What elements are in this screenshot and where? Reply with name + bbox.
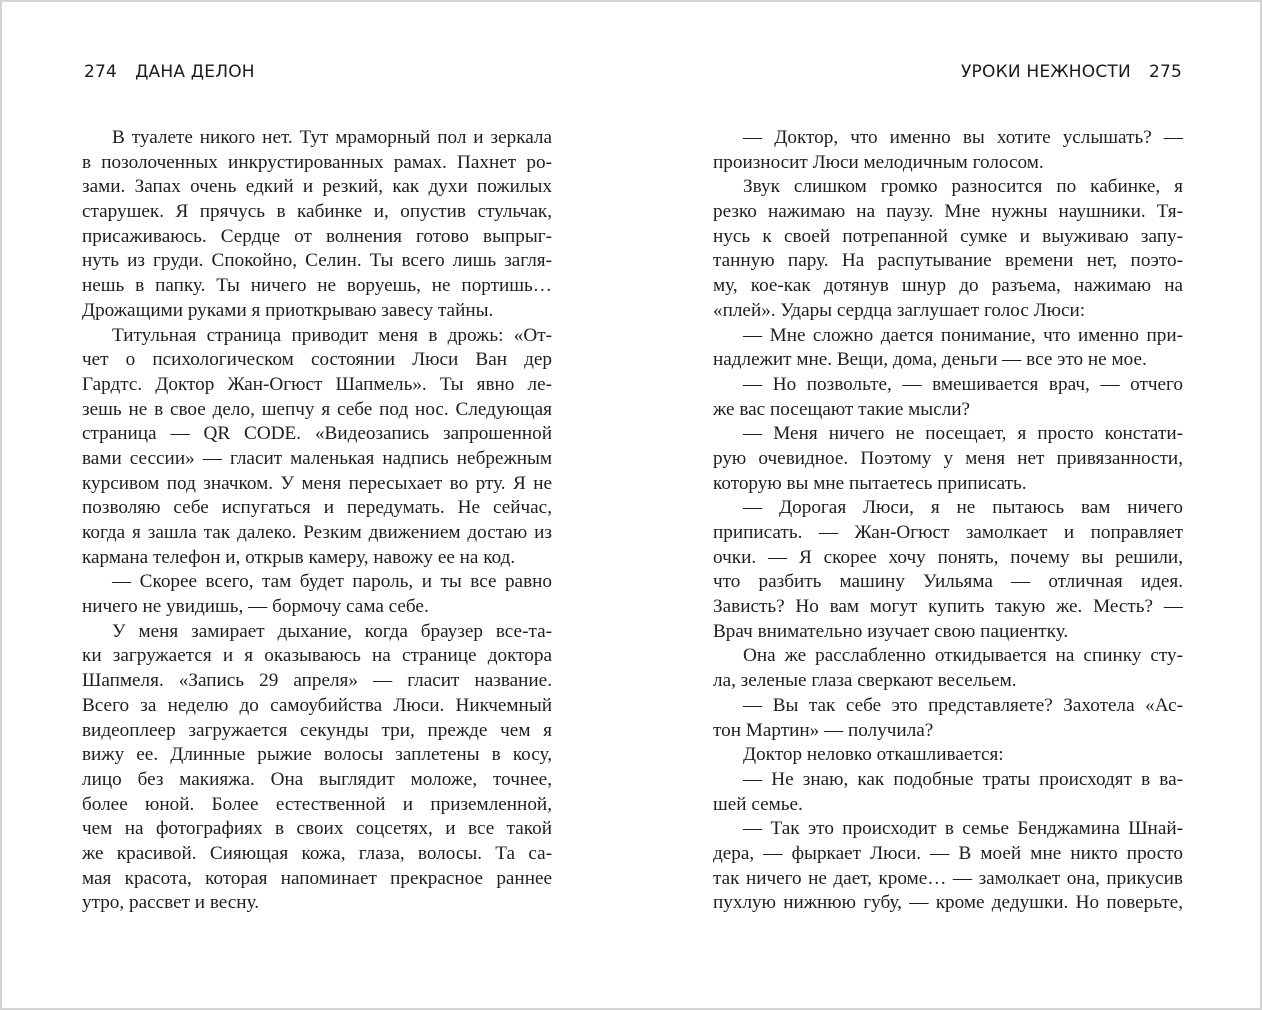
text-line: ки загружается и я оказываюсь на странице доктора: [82, 645, 552, 667]
text-line: нусь к своей потрепанной сумке и выуживаю запу-: [713, 225, 1183, 247]
text-line: страница — QR CODE. «Видеозапись запрошенной: [82, 423, 552, 445]
text-line: приписать. — Жан-Огюст замолкает и поправляет: [713, 522, 1183, 543]
text-line: Врач внимательно изучает свою пациентку.: [713, 620, 1069, 642]
text-line: В туалете никого нет. Тут мраморный пол и зеркала: [112, 127, 552, 148]
text-line: зами. Запах очень едкий и резкий, как духи пожилых: [82, 176, 552, 198]
text-line: — Не знаю, как подобные траты происходят в ва-: [743, 768, 1183, 790]
text-line: рую очевидное. Поэтому у меня нет привязанности,: [713, 447, 1183, 469]
text-line: видеоплеер загружается секунды три, прежде чем я: [82, 719, 552, 741]
text-line: Всего за неделю до самоубийства Люси. Никчемный: [82, 694, 552, 716]
text-line: У меня замирает дыхание, когда браузер все-та-: [112, 620, 552, 642]
text-line: Дрожащими руками я приоткрываю завесу тайны.: [82, 299, 494, 321]
text-line: же красивой. Сияющая кожа, глаза, волосы. Та са-: [82, 842, 552, 864]
text-line: в позолоченных инкрустированных рамах. Пахнет ро-: [82, 151, 552, 173]
text-line: надлежит мне. Вещи, дома, деньги — все это не мое.: [713, 349, 1147, 371]
text-line: чет о психологическом состоянии Люси Ван дер: [82, 349, 552, 371]
text-line: — Вы так себе это представляете? Захотела «Ас-: [743, 694, 1183, 716]
left-page: [2, 2, 633, 1012]
left-running-head-author: ДАНА ДЕЛОН: [135, 62, 255, 82]
text-line: зешь не в свое дело, шепчу я себе под нос. Следующая: [82, 398, 552, 420]
text-line: ничего не увидишь, — бормочу сама себе.: [82, 596, 429, 618]
text-line: — Доктор, что именно вы хотите услышать? —: [743, 127, 1183, 148]
text-line: что разбить машину Уильяма — отличная идея.: [713, 571, 1183, 593]
text-line: «плей». Удары сердца заглушает голос Люси:: [713, 299, 1086, 321]
text-line: Зависть? Но вам могут купить такую же. Месть? —: [713, 596, 1183, 618]
left-page-number: 274: [84, 62, 118, 82]
text-line: Шапмеля. «Запись 29 апреля» — гласит название.: [82, 670, 552, 692]
text-line: старушек. Я прячусь в кабинке и, опустив стульчак,: [82, 201, 552, 223]
text-line: вижу ее. Длинные рыжие волосы заплетены в косу,: [82, 744, 552, 766]
text-line: Она же расслабленно откидывается на спинку сту-: [743, 645, 1183, 667]
text-line: Доктор неловко откашливается:: [743, 744, 1004, 766]
text-line: — Так это происходит в семье Бенджамина Шнай-: [743, 818, 1183, 840]
text-line: ла, зеленые глаза сверкают весельем.: [713, 670, 1017, 692]
right-page-number: 275: [1148, 62, 1182, 82]
text-line: резко нажимаю на паузу. Мне нужны наушники. Тя-: [713, 201, 1183, 223]
text-line: вами сессии» — гласит маленькая надпись небрежным: [82, 447, 552, 469]
text-line: курсивом под значком. У меня пересыхает во рту. Я не: [82, 472, 552, 494]
text-line: тон Мартин» — получила?: [713, 719, 934, 741]
text-line: более юной. Более естественной и приземленной,: [82, 793, 552, 815]
text-line: пухлую нижнюю губу, — кроме дедушки. Но поверьте,: [713, 892, 1183, 914]
right-running-head-title: УРОКИ НЕЖНОСТИ: [960, 62, 1131, 82]
text-line: которую вы мне пытаетесь приписать.: [713, 472, 1027, 494]
text-line: мая красота, которая напоминает прекрасное раннее: [82, 867, 552, 889]
right-running-header: [961, 62, 1182, 82]
text-line: Звук слишком громко разносится по кабинке, я: [743, 176, 1183, 198]
right-page: [633, 2, 1262, 1012]
text-line: шей семье.: [713, 793, 803, 815]
text-line: позволяю себе испугаться и передумать. Не сейчас,: [82, 497, 552, 519]
text-line: Титульная страница приводит меня в дрожь: «От-: [112, 324, 552, 346]
left-running-header: [84, 62, 255, 82]
text-line: кармана телефон и, открыв камеру, навожу ее на код.: [82, 546, 516, 568]
text-line: — Но позвольте, — вмешивается врач, — отчего: [743, 373, 1183, 395]
text-line: когда я зашла так далеко. Резким движением достаю из: [82, 522, 552, 543]
text-line: присаживаюсь. Сердце от волнения готово выпрыг-: [82, 225, 552, 247]
text-line: дера, — фыркает Люси. — В моей мне никто просто: [713, 842, 1183, 864]
text-line: нуть из груди. Спокойно, Селин. Ты всего лишь загля-: [82, 250, 552, 272]
text-line: — Дорогая Люси, я не пытаюсь вам ничего: [743, 497, 1183, 519]
text-line: утро, рассвет и весну.: [82, 892, 260, 914]
text-line: — Меня ничего не посещает, я просто констати-: [743, 423, 1183, 445]
text-line: нешь в папку. Ты ничего не воруешь, не портишь…: [82, 275, 552, 297]
text-line: лицо без макияжа. Она выглядит моложе, точнее,: [82, 768, 552, 790]
text-line: произносит Люси мелодичным голосом.: [713, 151, 1044, 173]
text-line: так ничего не дает, кроме… — замолкает она, прикусив: [713, 867, 1183, 889]
text-line: чем на фотографиях в своих соцсетях, и все такой: [82, 818, 552, 840]
left-page-body-text: [82, 126, 552, 916]
text-line: му, кое-как дотянув шнур до разъема, нажимаю на: [713, 275, 1183, 297]
right-page-body-text: [713, 126, 1183, 916]
text-line: очки. — Я скорее хочу понять, почему вы решили,: [713, 546, 1183, 568]
text-line: — Мне сложно дается понимание, что именно при-: [743, 324, 1183, 346]
text-line: Гардтс. Доктор Жан-Огюст Шапмель». Ты явно ле-: [82, 373, 552, 395]
text-line: танную пару. На распутывание времени нет, поэто-: [713, 250, 1183, 272]
text-line: же вас посещают такие мысли?: [713, 398, 971, 420]
text-line: — Скорее всего, там будет пароль, и ты все равно: [112, 571, 552, 593]
